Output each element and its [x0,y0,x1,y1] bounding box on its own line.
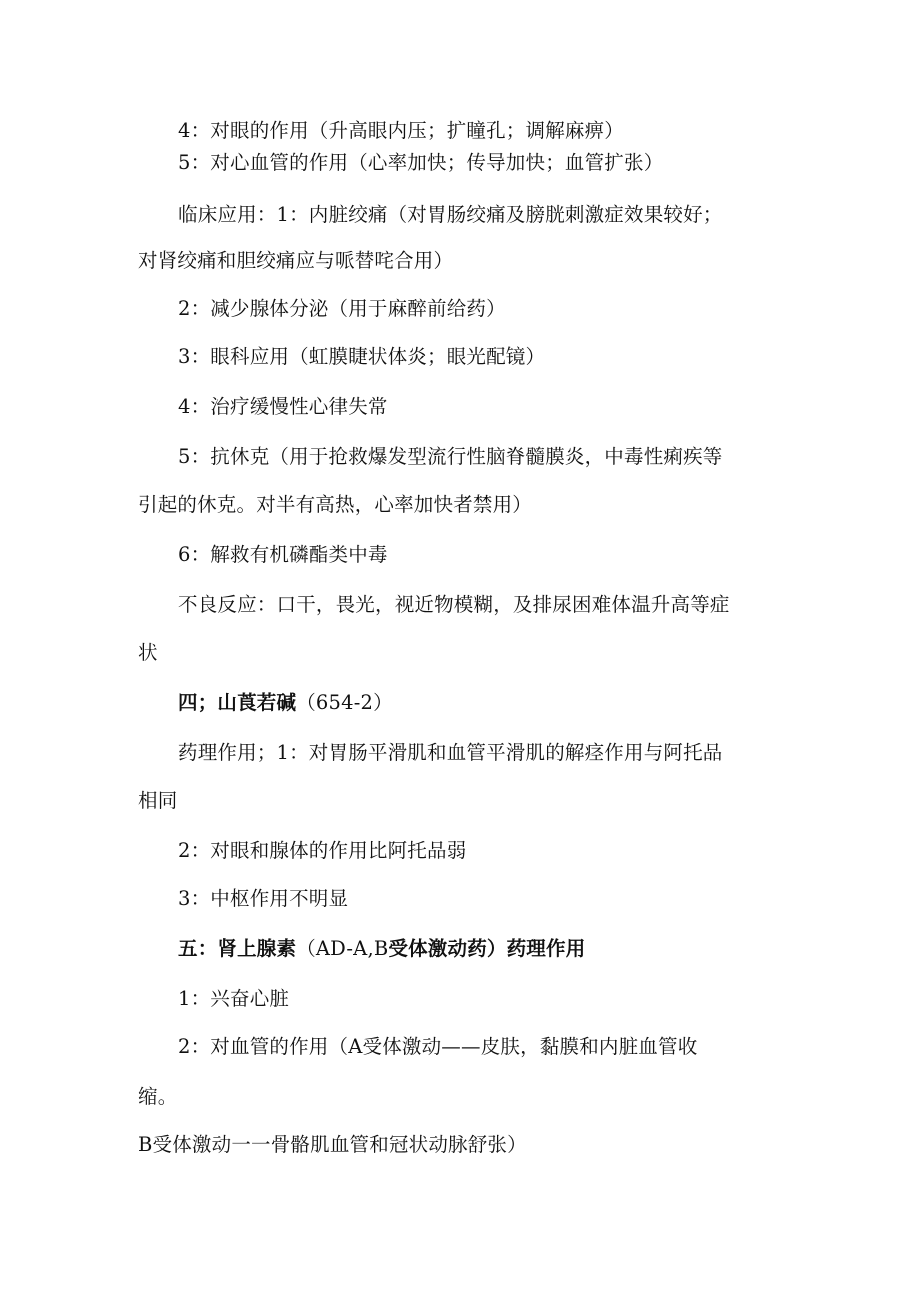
anti-shock-line: 5：抗休克（用于抢救爆发型流行性脑脊髓膜炎，中毒性痢疾等 [178,445,723,468]
effect-cardiovascular-line: 5：对心血管的作用（心率加快；传导加快；血管扩张） [178,151,664,174]
vascular-effect-line: 2：对血管的作用（A受体激动——皮肤，黏膜和内脏血管收 [178,1035,698,1058]
section-heading-anisodamine [178,691,393,715]
reduce-gland-secretion-line: 2：减少腺体分泌（用于麻醉前给药） [178,297,506,320]
organophosphate-line: 6：解救有机磷酯类中毒 [178,543,388,566]
adverse-reactions-line: 不良反应：口干，畏光，视近物模糊，及排尿困难体温升高等症 [178,593,730,616]
excite-heart-line: 1：兴奋心脏 [178,987,290,1010]
heading-title: 五：肾上腺素 [178,937,297,960]
adverse-reactions-continuation: 状 [138,641,158,664]
anti-shock-continuation: 引起的休克。对半有高热，心率加快者禁用） [138,493,533,516]
heading-suffix: 受体激动药）药理作用 [388,937,586,960]
heading-receptor: （AD-A,B [296,937,389,960]
heading-code: （654-2） [296,691,393,714]
beta-receptor-line: B受体激动一一骨骼肌血管和冠状动脉舒张） [138,1133,527,1156]
vascular-effect-continuation: 缩。 [138,1085,178,1108]
pharmacology-line: 药理作用；1：对胃肠平滑肌和血管平滑肌的解痉作用与阿托品 [178,741,723,764]
pharmacology-continuation: 相同 [138,789,178,812]
effect-eye-line: 4：对眼的作用（升高眼内压；扩瞳孔；调解麻痹） [178,119,625,142]
arrhythmia-line: 4：治疗缓慢性心律失常 [178,395,388,418]
central-effect-line: 3：中枢作用不明显 [178,887,349,910]
clinical-use-continuation: 对肾绞痛和胆绞痛应与哌替咤合用） [138,249,454,272]
section-heading-adrenaline [178,937,585,961]
heading-title: 四；山莨若碱 [178,691,297,714]
eye-gland-effect-line: 2：对眼和腺体的作用比阿托品弱 [178,839,467,862]
clinical-use-line: 临床应用：1：内脏绞痛（对胃肠绞痛及膀胱刺激症效果较好； [178,203,723,226]
ophthalmic-use-line: 3：眼科应用（虹膜睫状体炎；眼光配镜） [178,345,546,368]
